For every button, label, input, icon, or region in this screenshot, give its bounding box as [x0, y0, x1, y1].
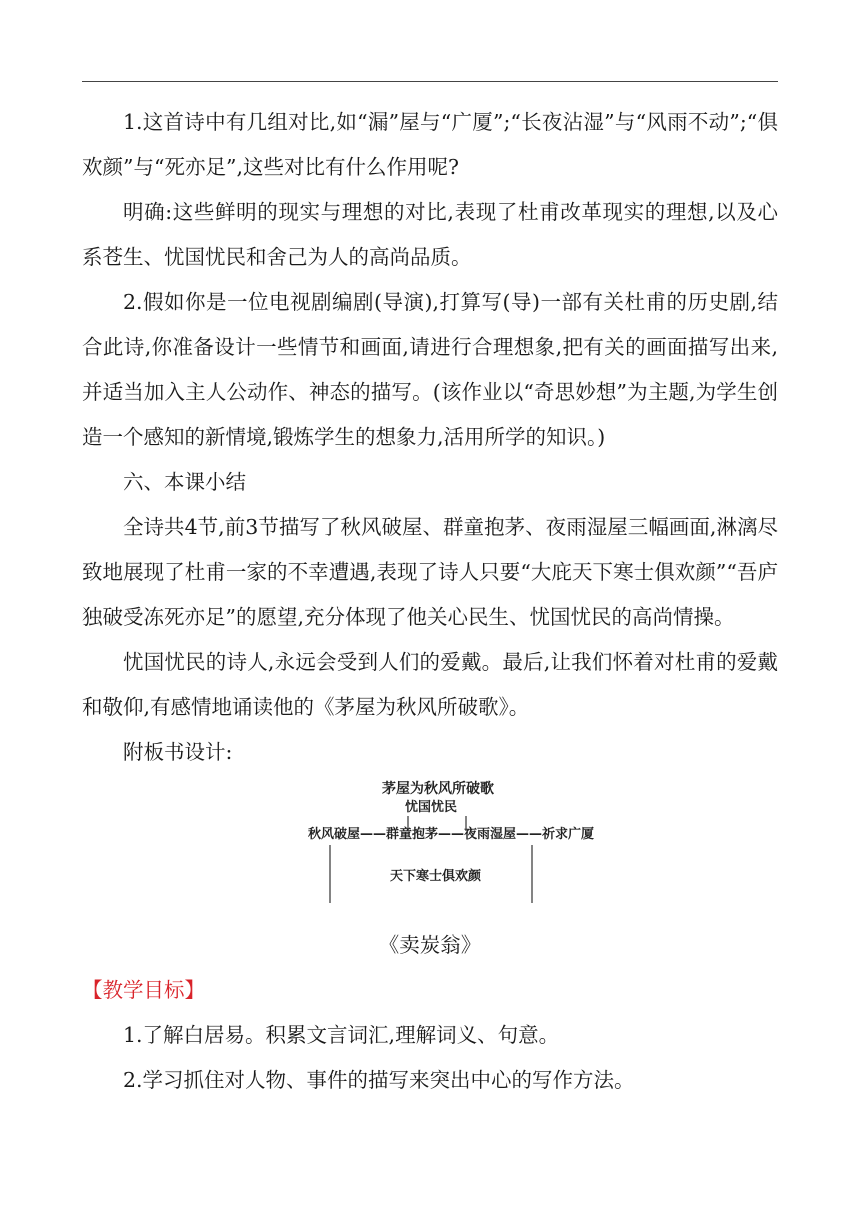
- document-body: [82, 100, 778, 1103]
- paragraph: 2.假如你是一位电视剧编剧(导演),打算写(导)一部有关杜甫的历史剧,结合此诗,你准备设计一些情节和画面,请进行合理想象,把有关的画面描写出来,并适当加入主人公动作、神态的描写。(该作业以“奇思妙想”为主题,为学生创造一个感知的新情境,锻炼学生的想象力,活用所学的知识。): [82, 290, 778, 449]
- board-title: 茅屋为秋风所破歌: [382, 781, 494, 797]
- paragraph: 附板书设计:: [123, 740, 233, 764]
- section-heading: 六、本课小结: [123, 470, 246, 494]
- teaching-goals-heading: 【教学目标】: [82, 978, 205, 1002]
- blackboard-diagram: [82, 781, 778, 921]
- board-subtitle: 忧国忧民: [405, 800, 458, 815]
- board-row: 秋风破屋——群童抱茅——夜雨湿屋——祈求广厦: [308, 827, 595, 842]
- paragraph: 忧国忧民的诗人,永远会受到人们的爱戴。最后,让我们怀着对杜甫的爱戴和敬仰,有感情地诵读他的《茅屋为秋风所破歌》。: [82, 650, 778, 719]
- lesson-title: 《卖炭翁》: [378, 933, 482, 957]
- board-bottom: 天下寒士俱欢颜: [390, 869, 482, 884]
- goal-item: 2.学习抓住对人物、事件的描写来突出中心的写作方法。: [123, 1068, 635, 1092]
- header-rule: [82, 81, 778, 82]
- goal-item: 1.了解白居易。积累文言词汇,理解词义、句意。: [123, 1023, 560, 1047]
- paragraph: 1.这首诗中有几组对比,如“漏”屋与“广厦”;“长夜沾湿”与“风雨不动”;“俱欢颜”与“死亦足”,这些对比有什么作用呢?: [82, 110, 778, 179]
- paragraph: 全诗共4节,前3节描写了秋风破屋、群童抱茅、夜雨湿屋三幅画面,淋漓尽致地展现了杜甫一家的不幸遭遇,表现了诗人只要“大庇天下寒士俱欢颜”“吾庐独破受冻死亦足”的愿望,充分体现了他关心民生、忧国忧民的高尚情操。: [82, 515, 778, 629]
- paragraph: 明确:这些鲜明的现实与理想的对比,表现了杜甫改革现实的理想,以及心系苍生、忧国忧民和舍己为人的高尚品质。: [82, 200, 778, 269]
